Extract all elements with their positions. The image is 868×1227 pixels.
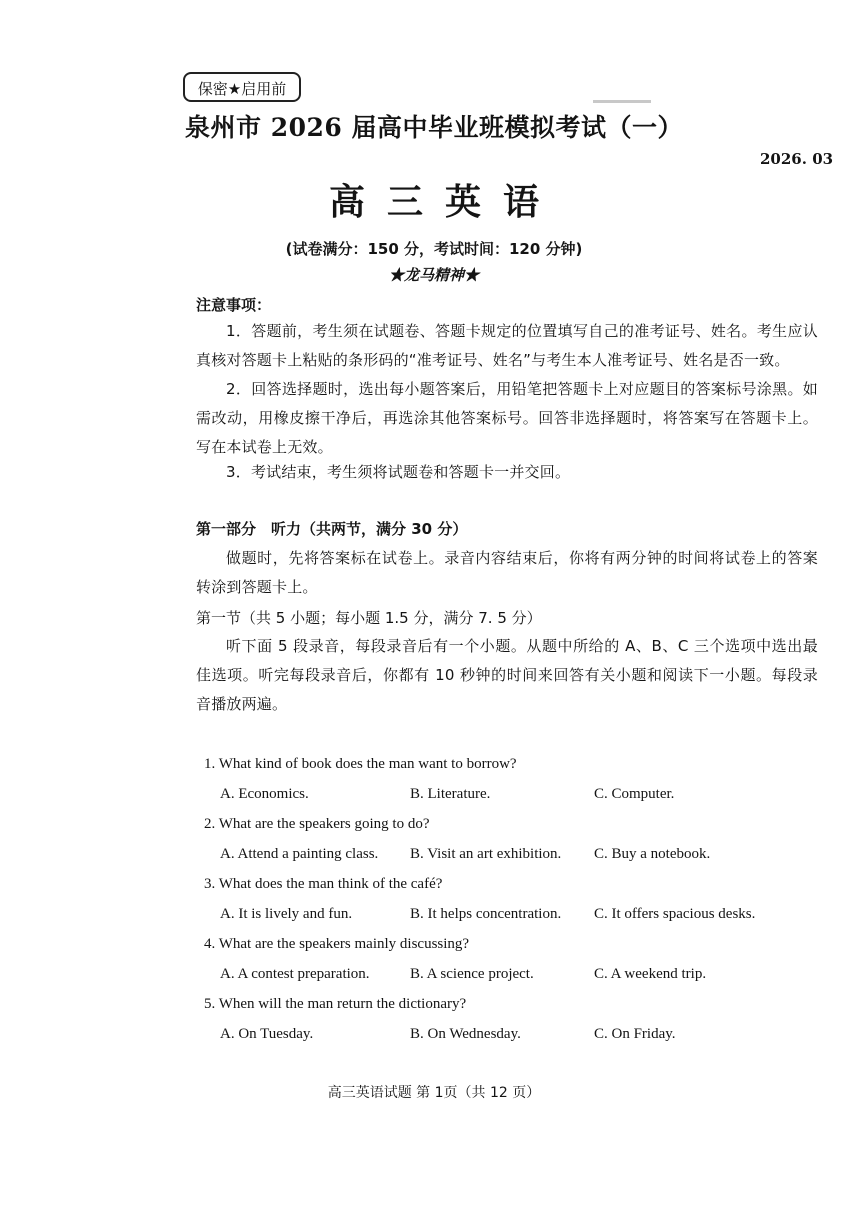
option-a: A. A contest preparation. <box>220 966 370 982</box>
option-c: C. On Friday. <box>594 1026 676 1042</box>
option-b: B. It helps concentration. <box>410 906 562 922</box>
scan-mark <box>593 100 651 103</box>
option-c: C. It offers spacious desks. <box>594 906 756 922</box>
exam-title: 泉州市 2026 届高中毕业班模拟考试（一） <box>185 113 683 142</box>
question-stem: 4. What are the speakers mainly discussing? <box>204 936 470 952</box>
section-one-heading: 第一节（共 5 小题；每小题 1.5 分，满分 7. 5 分） <box>196 609 542 627</box>
notice-item: 2．回答选择题时，选出每小题答案后，用铅笔把答题卡上对应题目的答案标号涂黑。如需改动，用橡皮擦干净后，再选涂其他答案标号。回答非选择题时，将答案写在答题卡上。写在本试卷上无效。 <box>196 380 818 456</box>
option-b: B. On Wednesday. <box>410 1026 521 1042</box>
part-one-intro: 做题时，先将答案标在试卷上。录音内容结束后，你将有两分钟的时间将试卷上的答案转涂到答题卡上。 <box>196 549 818 596</box>
section-one-intro: 听下面 5 段录音，每段录音后有一个小题。从题中所给的 A、B、C 三个选项中选出最佳选项。听完每段录音后，你都有 10 秒钟的时间来回答有关小题和阅读下一小题。每段录音播放两遍。 <box>196 637 818 713</box>
question-stem: 5. When will the man return the dictionary? <box>204 996 467 1012</box>
question-stem: 3. What does the man think of the café? <box>204 876 443 892</box>
option-a: A. It is lively and fun. <box>220 906 353 922</box>
exam-info: (试卷满分：150 分，考试时间：120 分钟) <box>285 240 583 258</box>
notice-item: 1．答题前，考生须在试题卷、答题卡规定的位置填写自己的准考证号、姓名。考生应认真核对答题卡上粘贴的条形码的“准考证号、姓名”与考生本人准考证号、姓名是否一致。 <box>196 322 818 369</box>
option-a: A. Attend a painting class. <box>220 846 379 862</box>
subject-title: 高三英语 <box>328 181 561 223</box>
option-c: C. A weekend trip. <box>594 966 707 982</box>
motto: ★龙马精神★ <box>388 266 479 284</box>
exam-date: 2026. 03 <box>760 150 834 168</box>
notice-heading: 注意事项： <box>196 296 272 314</box>
option-b: B. Visit an art exhibition. <box>410 846 562 862</box>
question-stem: 2. What are the speakers going to do? <box>204 816 430 832</box>
notice-item: 3．考试结束，考生须将试题卷和答题卡一并交回。 <box>226 463 571 481</box>
option-c: C. Computer. <box>594 786 675 802</box>
option-a: A. Economics. <box>220 786 309 802</box>
question-stem: 1. What kind of book does the man want to borrow? <box>204 756 517 772</box>
option-a: A. On Tuesday. <box>220 1026 314 1042</box>
part-one-heading: 第一部分 听力（共两节，满分 30 分） <box>196 520 468 538</box>
option-c: C. Buy a notebook. <box>594 846 711 862</box>
option-b: B. Literature. <box>410 786 491 802</box>
page-footer: 高三英语试题 第 1页（共 12 页） <box>327 1085 541 1101</box>
option-b: B. A science project. <box>410 966 534 982</box>
confidential-badge: 保密★启用前 <box>183 72 301 102</box>
